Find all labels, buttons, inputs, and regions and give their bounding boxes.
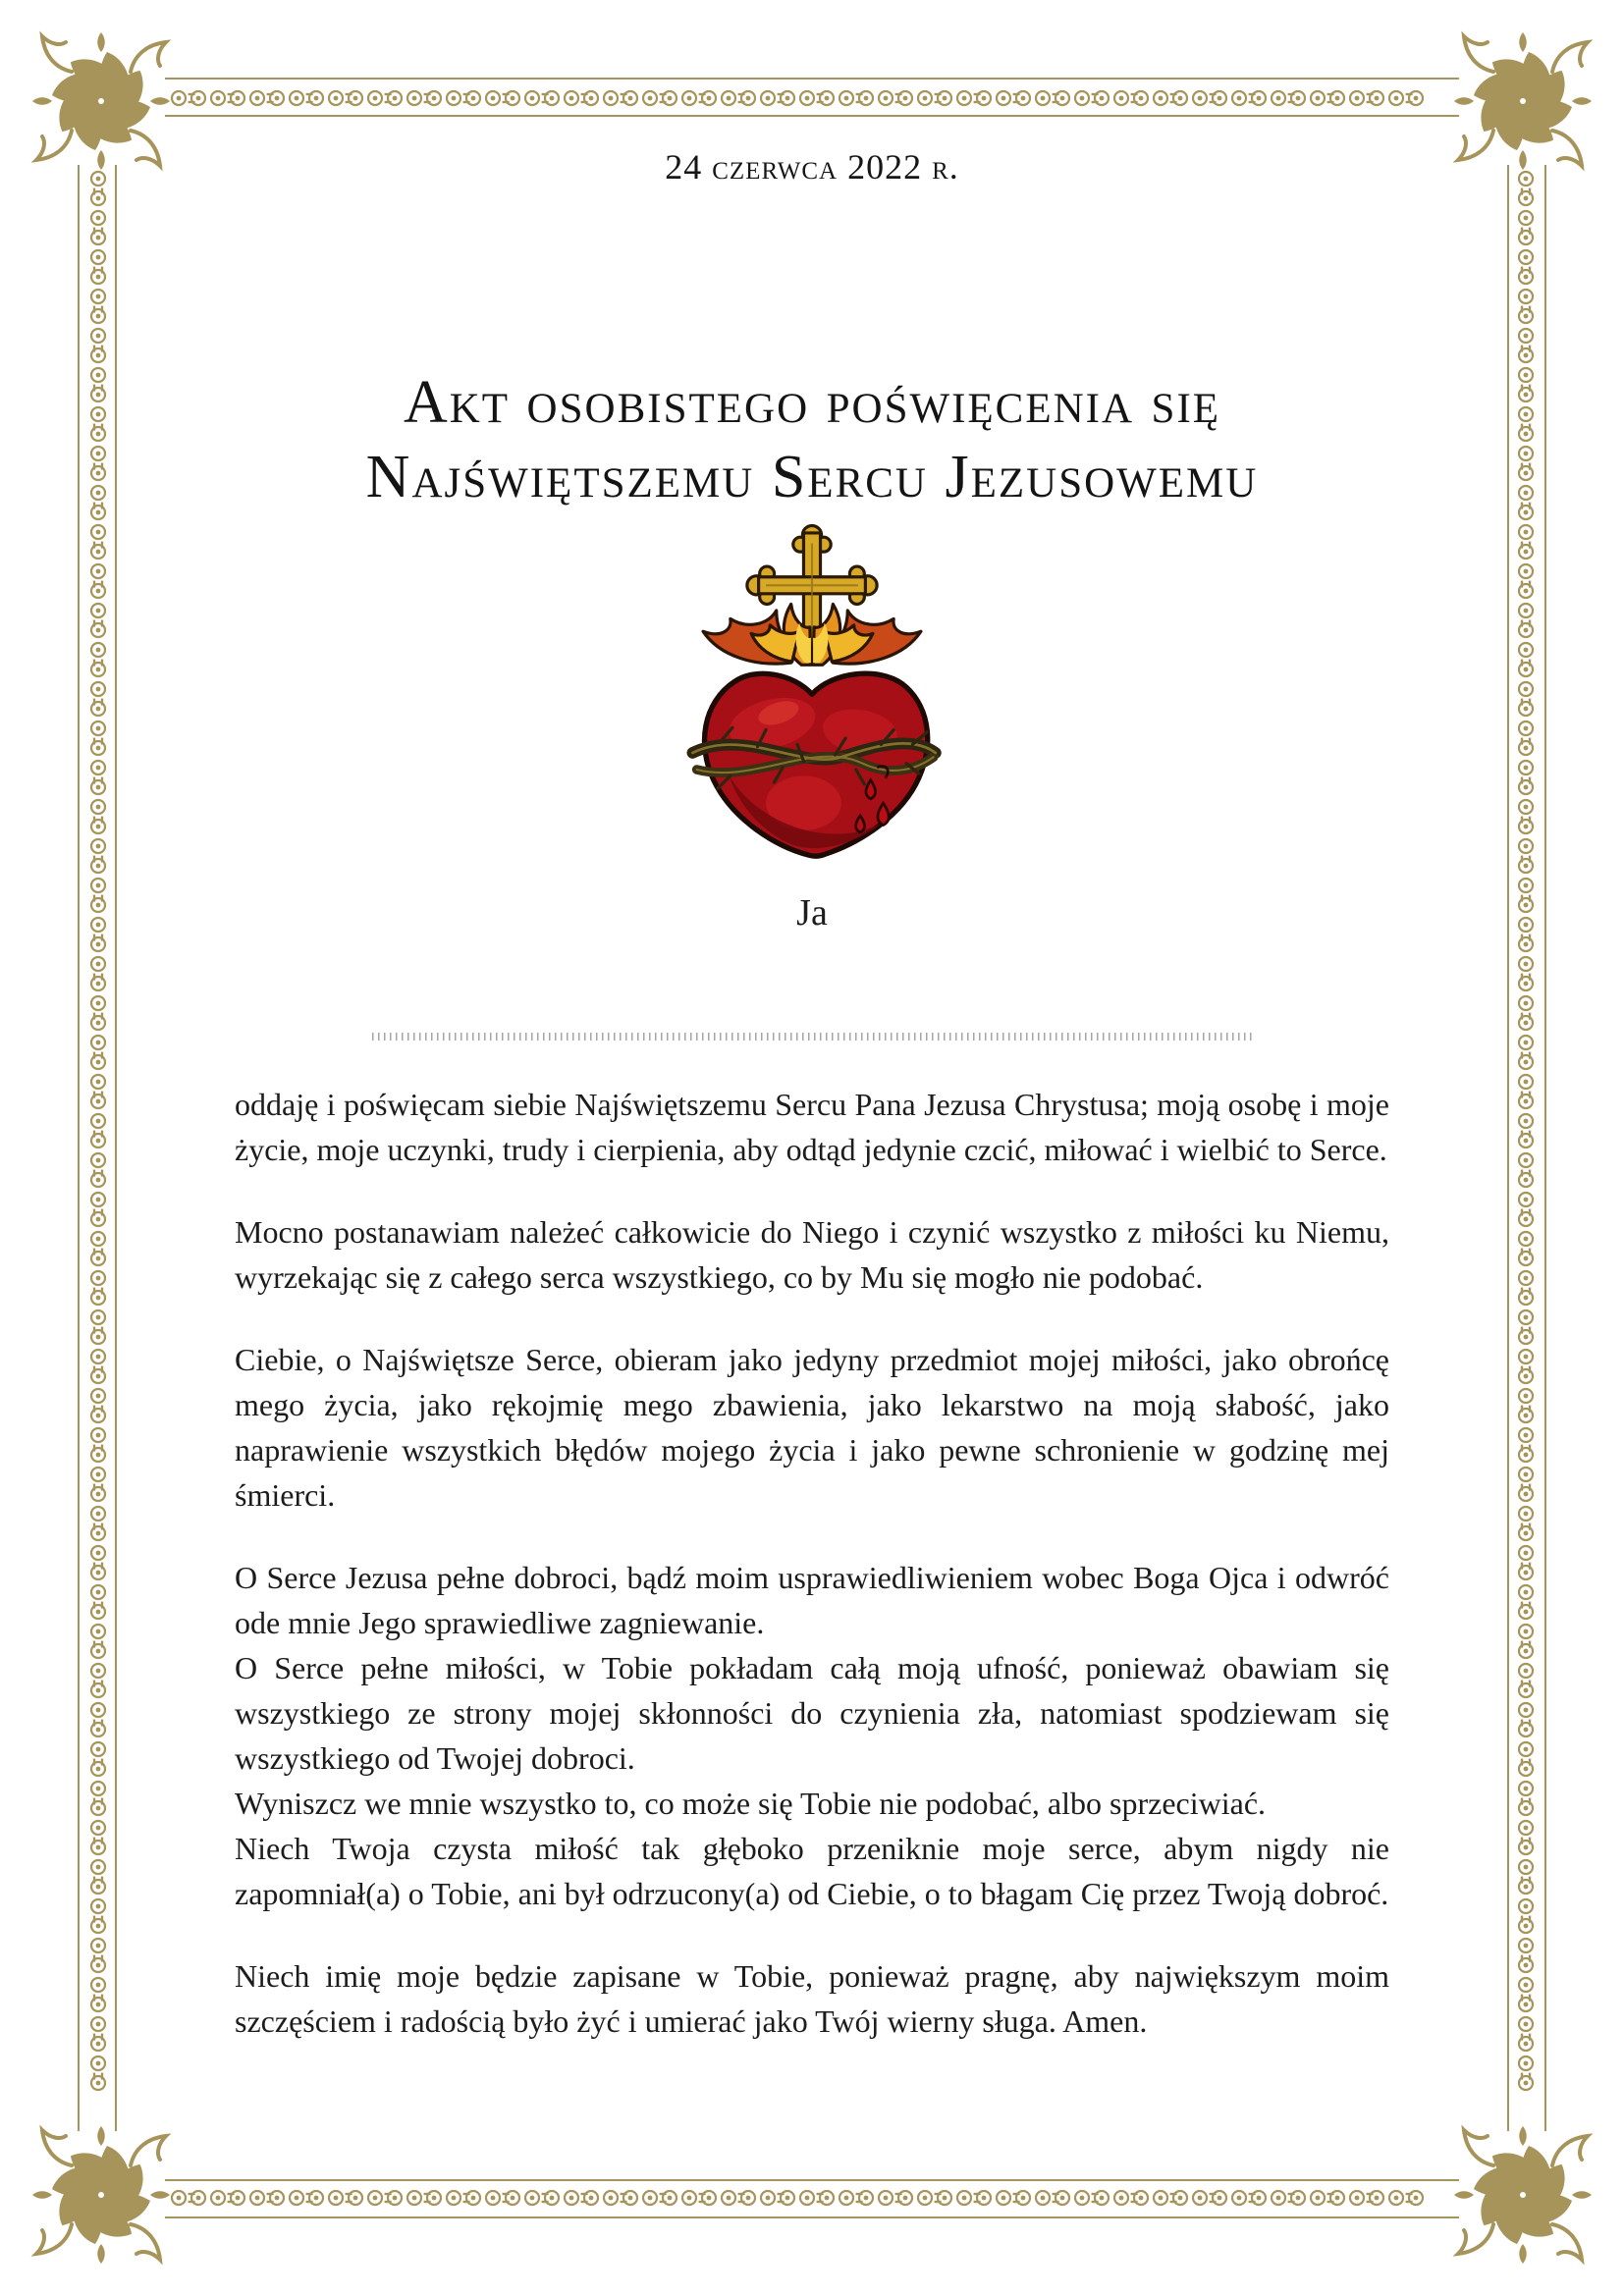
sacred-heart-icon xyxy=(655,518,969,864)
paragraph-niech-imie: Niech imię moje będzie zapisane w Tobie, ponieważ pragnę, aby największym moim szczęściem i radością było żyć i umierać jako Twój wierny sługa. Amen. xyxy=(235,1958,1389,2039)
consecration-text xyxy=(235,1082,1389,2044)
pronoun-ja: Ja xyxy=(796,892,828,934)
document-body xyxy=(235,0,1389,2044)
sacred-heart-illustration xyxy=(235,518,1389,864)
date-heading: 24 czerwca 2022 r. xyxy=(665,147,959,187)
paragraph-oddaje: oddaję i poświęcam siebie Najświętszemu Sercu Pana Jezusa Chrystusa; moją osobę i moje życie, moje uczynki, trudy i cierpienia, aby odtąd jedynie czcić, miłować i wielbić to Serce. xyxy=(235,1087,1389,1167)
name-fill-line xyxy=(372,1033,1252,1041)
title-line-1: Akt osobistego poświęcenia się xyxy=(403,369,1221,436)
paragraph-wyniszcz: Wyniszcz we mnie wszystko to, co może się Tobie nie podobać, albo sprzeciwiać. xyxy=(235,1786,1267,1821)
document-title xyxy=(235,365,1389,514)
heart-shape xyxy=(705,673,928,856)
paragraph-ciebie: Ciebie, o Najświętsze Serce, obieram jako jedyny przedmiot mojej miłości, jako obrońcę mego życia, jako rękojmię mego zbawienia, jako lekarstwo na moją słabość, jako naprawienie wszystkich błędów mojego życia i jako pewne schronienie w godzinę mej śmierci. xyxy=(235,1342,1389,1513)
title-line-2: Najświętszemu Sercu Jezusowemu xyxy=(365,444,1259,510)
paragraph-niech-twoja: Niech Twoja czysta miłość tak głęboko przeniknie moje serce, abym nigdy nie zapomniał(a) o Tobie, ani był odrzucony(a) od Ciebie, o to błagam Cię przez Twoją dobroć. xyxy=(235,1831,1389,1911)
paragraph-mocno: Mocno postanawiam należeć całkowicie do Niego i czynić wszystko z miłości ku Niemu, wyrzekając się z całego serca wszystkiego, co by Mu się mogło nie podobać. xyxy=(235,1214,1389,1295)
paragraph-o-serce-jezusa: O Serce Jezusa pełne dobroci, bądź moim usprawiedliwieniem wobec Boga Ojca i odwróć ode mnie Jego sprawiedliwe zagniewanie. xyxy=(235,1560,1389,1640)
paragraph-o-serce-pelne: O Serce pełne miłości, w Tobie pokładam całą moją ufność, ponieważ obawiam się wszystkiego ze strony mojej skłonności do czynienia zła, natomiast spodziewam się wszystkiego od Twojej dobroci. xyxy=(235,1650,1389,1776)
